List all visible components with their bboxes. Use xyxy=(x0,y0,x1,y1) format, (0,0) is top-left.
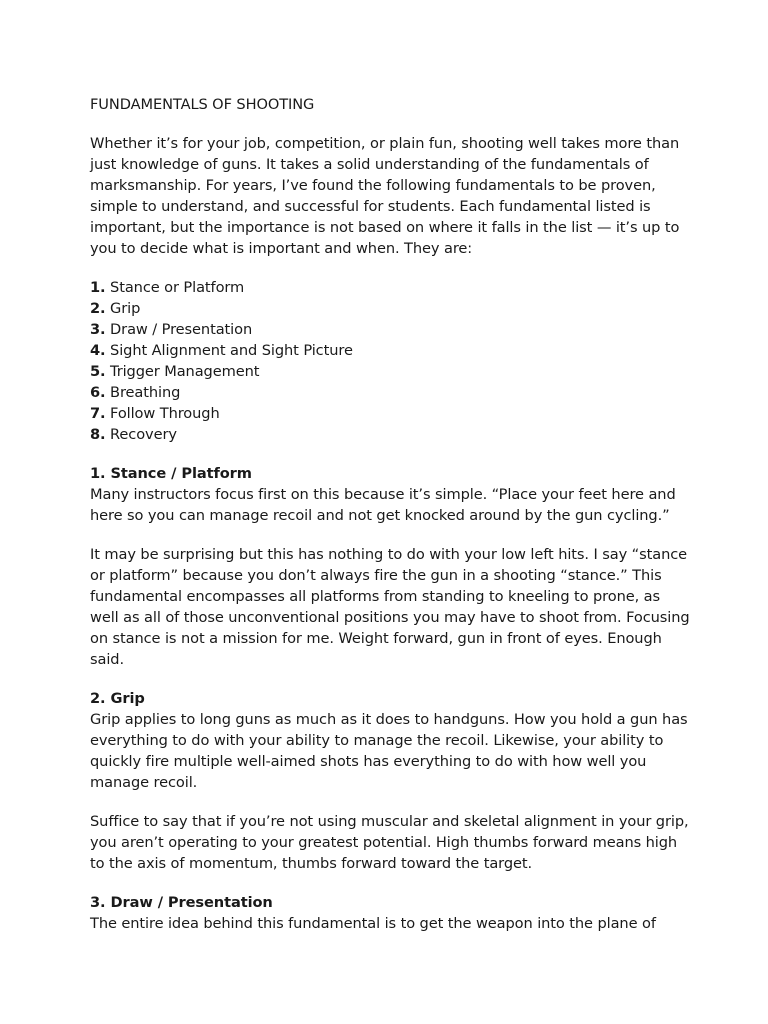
list-item-number: 2. xyxy=(90,300,106,317)
list-item xyxy=(90,319,690,340)
list-item-number: 4. xyxy=(90,342,106,359)
section-paragraph: It may be surprising but this has nothing to do with your low left hits. I say “stance or platform” because you don’t always fire the gun in a shooting “stance.” This fundamental encompasses all platforms from standing to kneeling to prone, as well as all of those unconventional positions you may have to shoot from. Focusing on stance is not a mission for me. Weight forward, gun in front of eyes. Enough said. xyxy=(90,546,690,668)
section-heading: 3. Draw / Presentation xyxy=(90,894,273,911)
list-item-text: Sight Alignment and Sight Picture xyxy=(105,342,353,359)
list-item-number: 5. xyxy=(90,363,106,380)
list-item-text: Recovery xyxy=(105,426,177,443)
section-heading: 2. Grip xyxy=(90,690,145,707)
list-item xyxy=(90,361,690,382)
section-paragraph: Many instructors focus first on this because it’s simple. “Place your feet here and here so you can manage recoil and not get knocked around by the gun cycling.” xyxy=(90,486,676,524)
document-title: FUNDAMENTALS OF SHOOTING xyxy=(90,96,315,113)
intro-paragraph: Whether it’s for your job, competition, or plain fun, shooting well takes more than just knowledge of guns. It takes a solid understanding of the fundamentals of marksmanship. For years, I’ve found the following fundamentals to be proven, simple to understand, and successful for students. Each fundamental listed is important, but the importance is not based on where it falls in the list — it’s up to you to decide what is important and when. They are: xyxy=(90,135,680,257)
document-page xyxy=(90,94,690,952)
list-item-text: Grip xyxy=(105,300,141,317)
list-item-number: 6. xyxy=(90,384,106,401)
fundamentals-list xyxy=(90,277,690,445)
section-stance xyxy=(90,463,690,670)
section-heading: 1. Stance / Platform xyxy=(90,465,252,482)
list-item xyxy=(90,298,690,319)
section-grip xyxy=(90,688,690,874)
list-item-text: Follow Through xyxy=(105,405,220,422)
list-item-number: 3. xyxy=(90,321,106,338)
list-item-number: 7. xyxy=(90,405,106,422)
section-paragraph: Suffice to say that if you’re not using muscular and skeletal alignment in your grip, you aren’t operating to your greatest potential. High thumbs forward means high to the axis of momentum, thumbs forward toward the target. xyxy=(90,813,689,872)
list-item-text: Draw / Presentation xyxy=(105,321,253,338)
list-item xyxy=(90,340,690,361)
list-item xyxy=(90,277,690,298)
list-item-text: Stance or Platform xyxy=(105,279,245,296)
list-item xyxy=(90,424,690,445)
section-paragraph: Grip applies to long guns as much as it does to handguns. How you hold a gun has everything to do with your ability to manage the recoil. Likewise, your ability to quickly fire multiple well-aimed shots has everything to do with how well you manage recoil. xyxy=(90,711,688,791)
list-item xyxy=(90,403,690,424)
list-item-number: 1. xyxy=(90,279,106,296)
list-item-text: Breathing xyxy=(105,384,181,401)
section-paragraph: The entire idea behind this fundamental is to get the weapon into the plane of xyxy=(90,915,656,932)
list-item-number: 8. xyxy=(90,426,106,443)
list-item xyxy=(90,382,690,403)
list-item-text: Trigger Management xyxy=(105,363,260,380)
section-draw xyxy=(90,892,690,934)
